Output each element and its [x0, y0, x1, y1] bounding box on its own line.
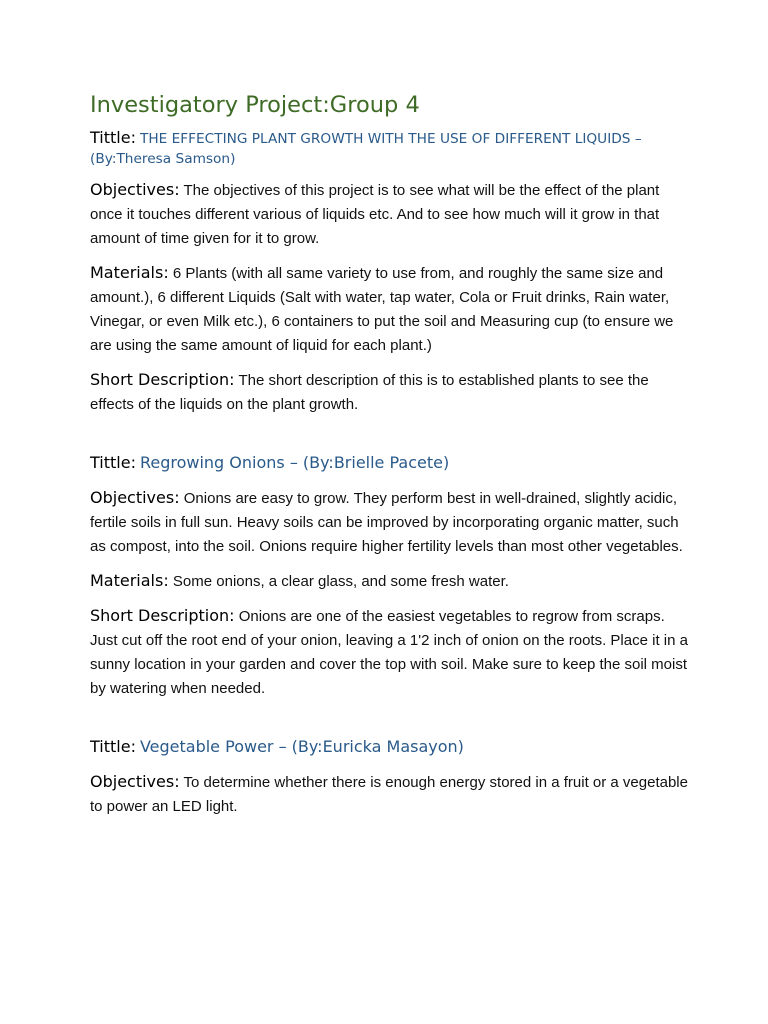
colon: : [229, 370, 235, 389]
project-2-short-description [90, 604, 690, 701]
project-section-1 [90, 128, 690, 417]
short-description-label: Short Description [90, 606, 230, 625]
colon: : [163, 571, 169, 590]
project-1-title-text: THE EFFECTING PLANT GROWTH WITH THE USE OF DIFFERENT LIQUIDS – (By:Theresa Samson) [90, 131, 642, 167]
project-3-title [90, 735, 690, 760]
colon: : [174, 180, 180, 199]
colon: : [174, 488, 180, 507]
project-section-3 [90, 735, 690, 819]
project-1-title [90, 128, 690, 169]
project-2-objectives-text: Onions are easy to grow. They perform best in well-drained, slightly acidic, fertile soils in full sun. Heavy soils can be improved by incorporating organic matter, such as compost, into the soil. Onions require higher fertility levels than most other vegetables. [90, 490, 683, 555]
colon: : [130, 128, 136, 147]
colon: : [229, 606, 235, 625]
project-1-short-description-text: The short description of this is to established plants to see the effects of the liquids on the plant growth. [90, 372, 649, 413]
colon: : [174, 772, 180, 791]
colon: : [130, 737, 136, 756]
objectives-label: Objectives [90, 488, 175, 507]
project-1-materials-text: 6 Plants (with all same variety to use from, and roughly the same size and amount.), 6 different Liquids (Salt with water, tap water, Cola or Fruit drinks, Rain water, Vinegar, or even Milk etc.), 6 containers to put the soil and Measuring cup (to ensure we are using the same amount of liquid for each plant.) [90, 265, 674, 354]
project-2-materials-text: Some onions, a clear glass, and some fresh water. [172, 573, 509, 590]
project-2-title-text: Regrowing Onions – (By:Brielle Pacete) [139, 453, 450, 472]
project-3-objectives-text: To determine whether there is enough energy stored in a fruit or a vegetable to power an LED light. [90, 774, 688, 815]
objectives-label: Objectives [90, 772, 175, 791]
title-label: Tittle [90, 128, 131, 147]
project-2-title [90, 451, 690, 476]
project-2-materials [90, 569, 690, 594]
materials-label: Materials [90, 263, 164, 282]
project-section-2 [90, 451, 690, 701]
objectives-label: Objectives [90, 180, 175, 199]
project-2-objectives [90, 486, 690, 559]
project-2-short-description-text: Onions are one of the easiest vegetables to regrow from scraps. Just cut off the root end of your onion, leaving a 1'2 inch of onion on the roots. Place it in a sunny location in your garden and cover the top with soil. Make sure to keep the soil moist by watering when needed. [90, 608, 688, 697]
colon: : [163, 263, 169, 282]
project-1-objectives-text: The objectives of this project is to see what will be the effect of the plant once it touches different various of liquids etc. And to see how much will it grow in that amount of time given for it to grow. [90, 182, 660, 247]
project-1-short-description [90, 368, 690, 417]
project-1-materials [90, 261, 690, 358]
title-label: Tittle [90, 737, 131, 756]
document-heading: Investigatory Project:Group 4 [90, 92, 420, 118]
project-3-title-text: Vegetable Power – (By:Euricka Masayon) [139, 737, 464, 756]
project-1-objectives [90, 178, 690, 251]
document-body [90, 90, 690, 819]
materials-label: Materials [90, 571, 164, 590]
project-3-objectives [90, 770, 690, 819]
title-label: Tittle [90, 453, 131, 472]
short-description-label: Short Description [90, 370, 230, 389]
colon: : [130, 453, 136, 472]
